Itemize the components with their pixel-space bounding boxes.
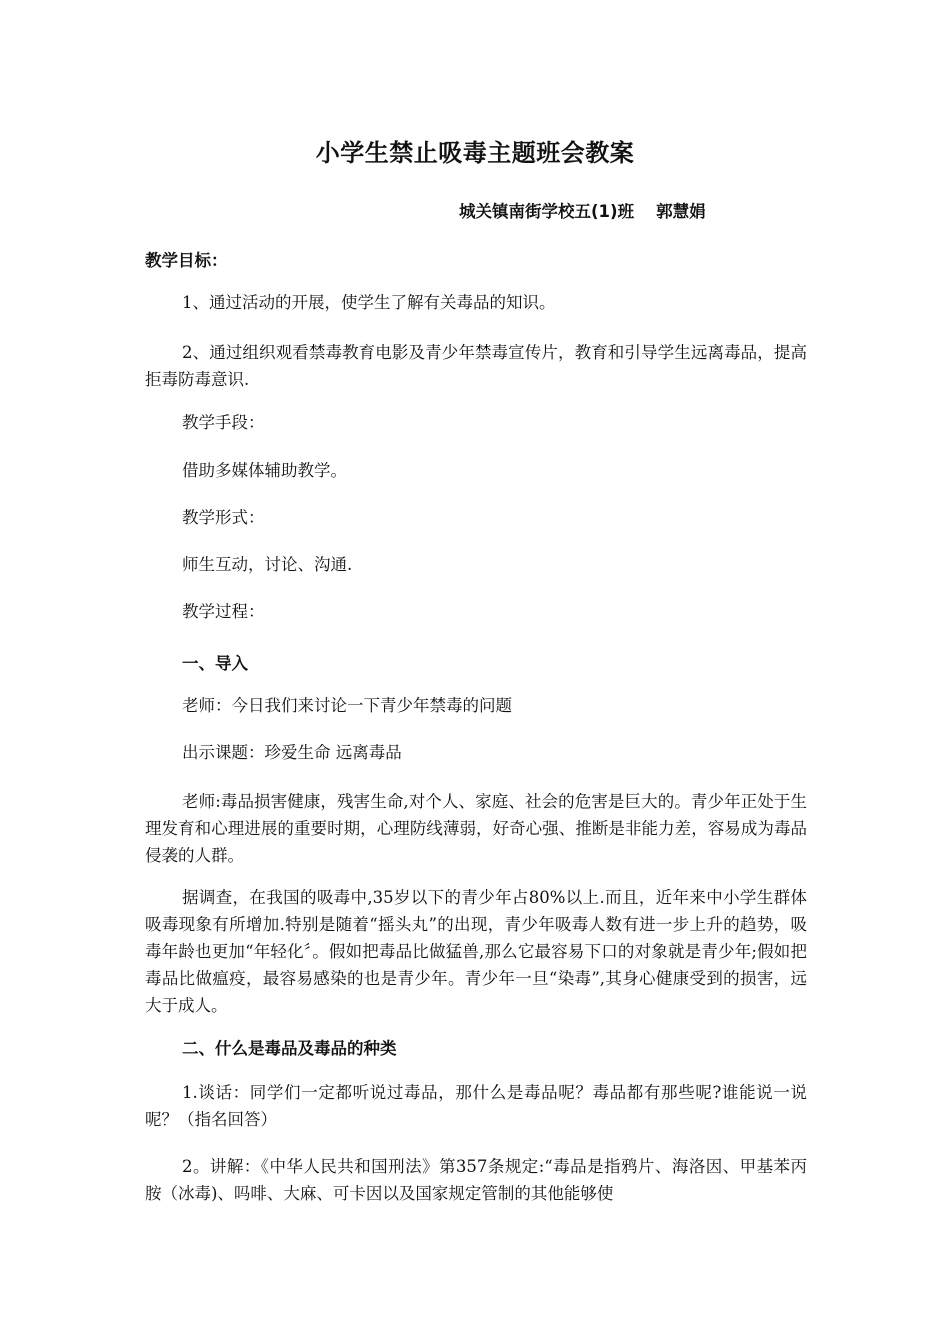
section-2-heading: 二、什么是毒品及毒品的种类 [182,1039,397,1058]
means-text: 借助多媒体辅助教学。 [182,461,347,480]
paragraph-survey: 据调查，在我国的吸毒中,35岁以下的青少年占80%以上.而且，近年来中小学生群体吸毒现象有所增加.特别是随着“摇头丸”的出现，青少年吸毒人数有进一步上升的趋势，吸毒年龄也更加“年轻化〞。假如把毒品比做猛兽,那么它最容易下口的对象就是青少年;假如把毒品比做瘟疫，最容易感染的也是青少年。青少年一旦“染毒”,其身心健康受到的损害，远大于成人。 [145,888,807,1015]
process-label: 教学过程： [182,602,265,621]
form-label: 教学形式： [182,508,265,527]
goal-2: 2、通过组织观看禁毒教育电影及青少年禁毒宣传片，教育和引导学生远离毒品，提高拒毒防毒意识. [145,343,807,389]
paragraph-explain: 2。讲解：《中华人民共和国刑法》第357条规定:“毒品是指鸦片、海洛因、甲基苯丙胺（冰毒)、吗啡、大麻、可卡因以及国家规定管制的其他能够使 [145,1157,807,1203]
document-title: 小学生禁止吸毒主题班会教案 [315,139,635,167]
goals-heading: 教学目标： [145,251,228,270]
author-school: 城关镇南街学校五(1)班 [459,202,635,221]
author-line [459,198,706,222]
paragraph-talk: 1.谈话：同学们一定都听说过毒品，那什么是毒品呢？毒品都有那些呢?谁能说一说呢？（指名回答） [145,1083,807,1129]
goal-1: 1、通过活动的开展，使学生了解有关毒品的知识。 [182,293,556,312]
lesson-topic: 出示课题：珍爱生命 远离毒品 [182,743,402,762]
section-1-heading: 一、导入 [182,654,248,673]
author-name: 郭慧娟 [656,202,706,221]
means-label: 教学手段： [182,413,265,432]
paragraph-harm: 老师:毒品损害健康，残害生命,对个人、家庭、社会的危害是巨大的。青少年正处于生理发育和心理进展的重要时期，心理防线薄弱，好奇心强、推断是非能力差，容易成为毒品侵袭的人群。 [145,792,807,865]
teacher-intro: 老师：今日我们来讨论一下青少年禁毒的问题 [182,696,512,715]
form-text: 师生互动，讨论、沟通. [182,555,353,574]
